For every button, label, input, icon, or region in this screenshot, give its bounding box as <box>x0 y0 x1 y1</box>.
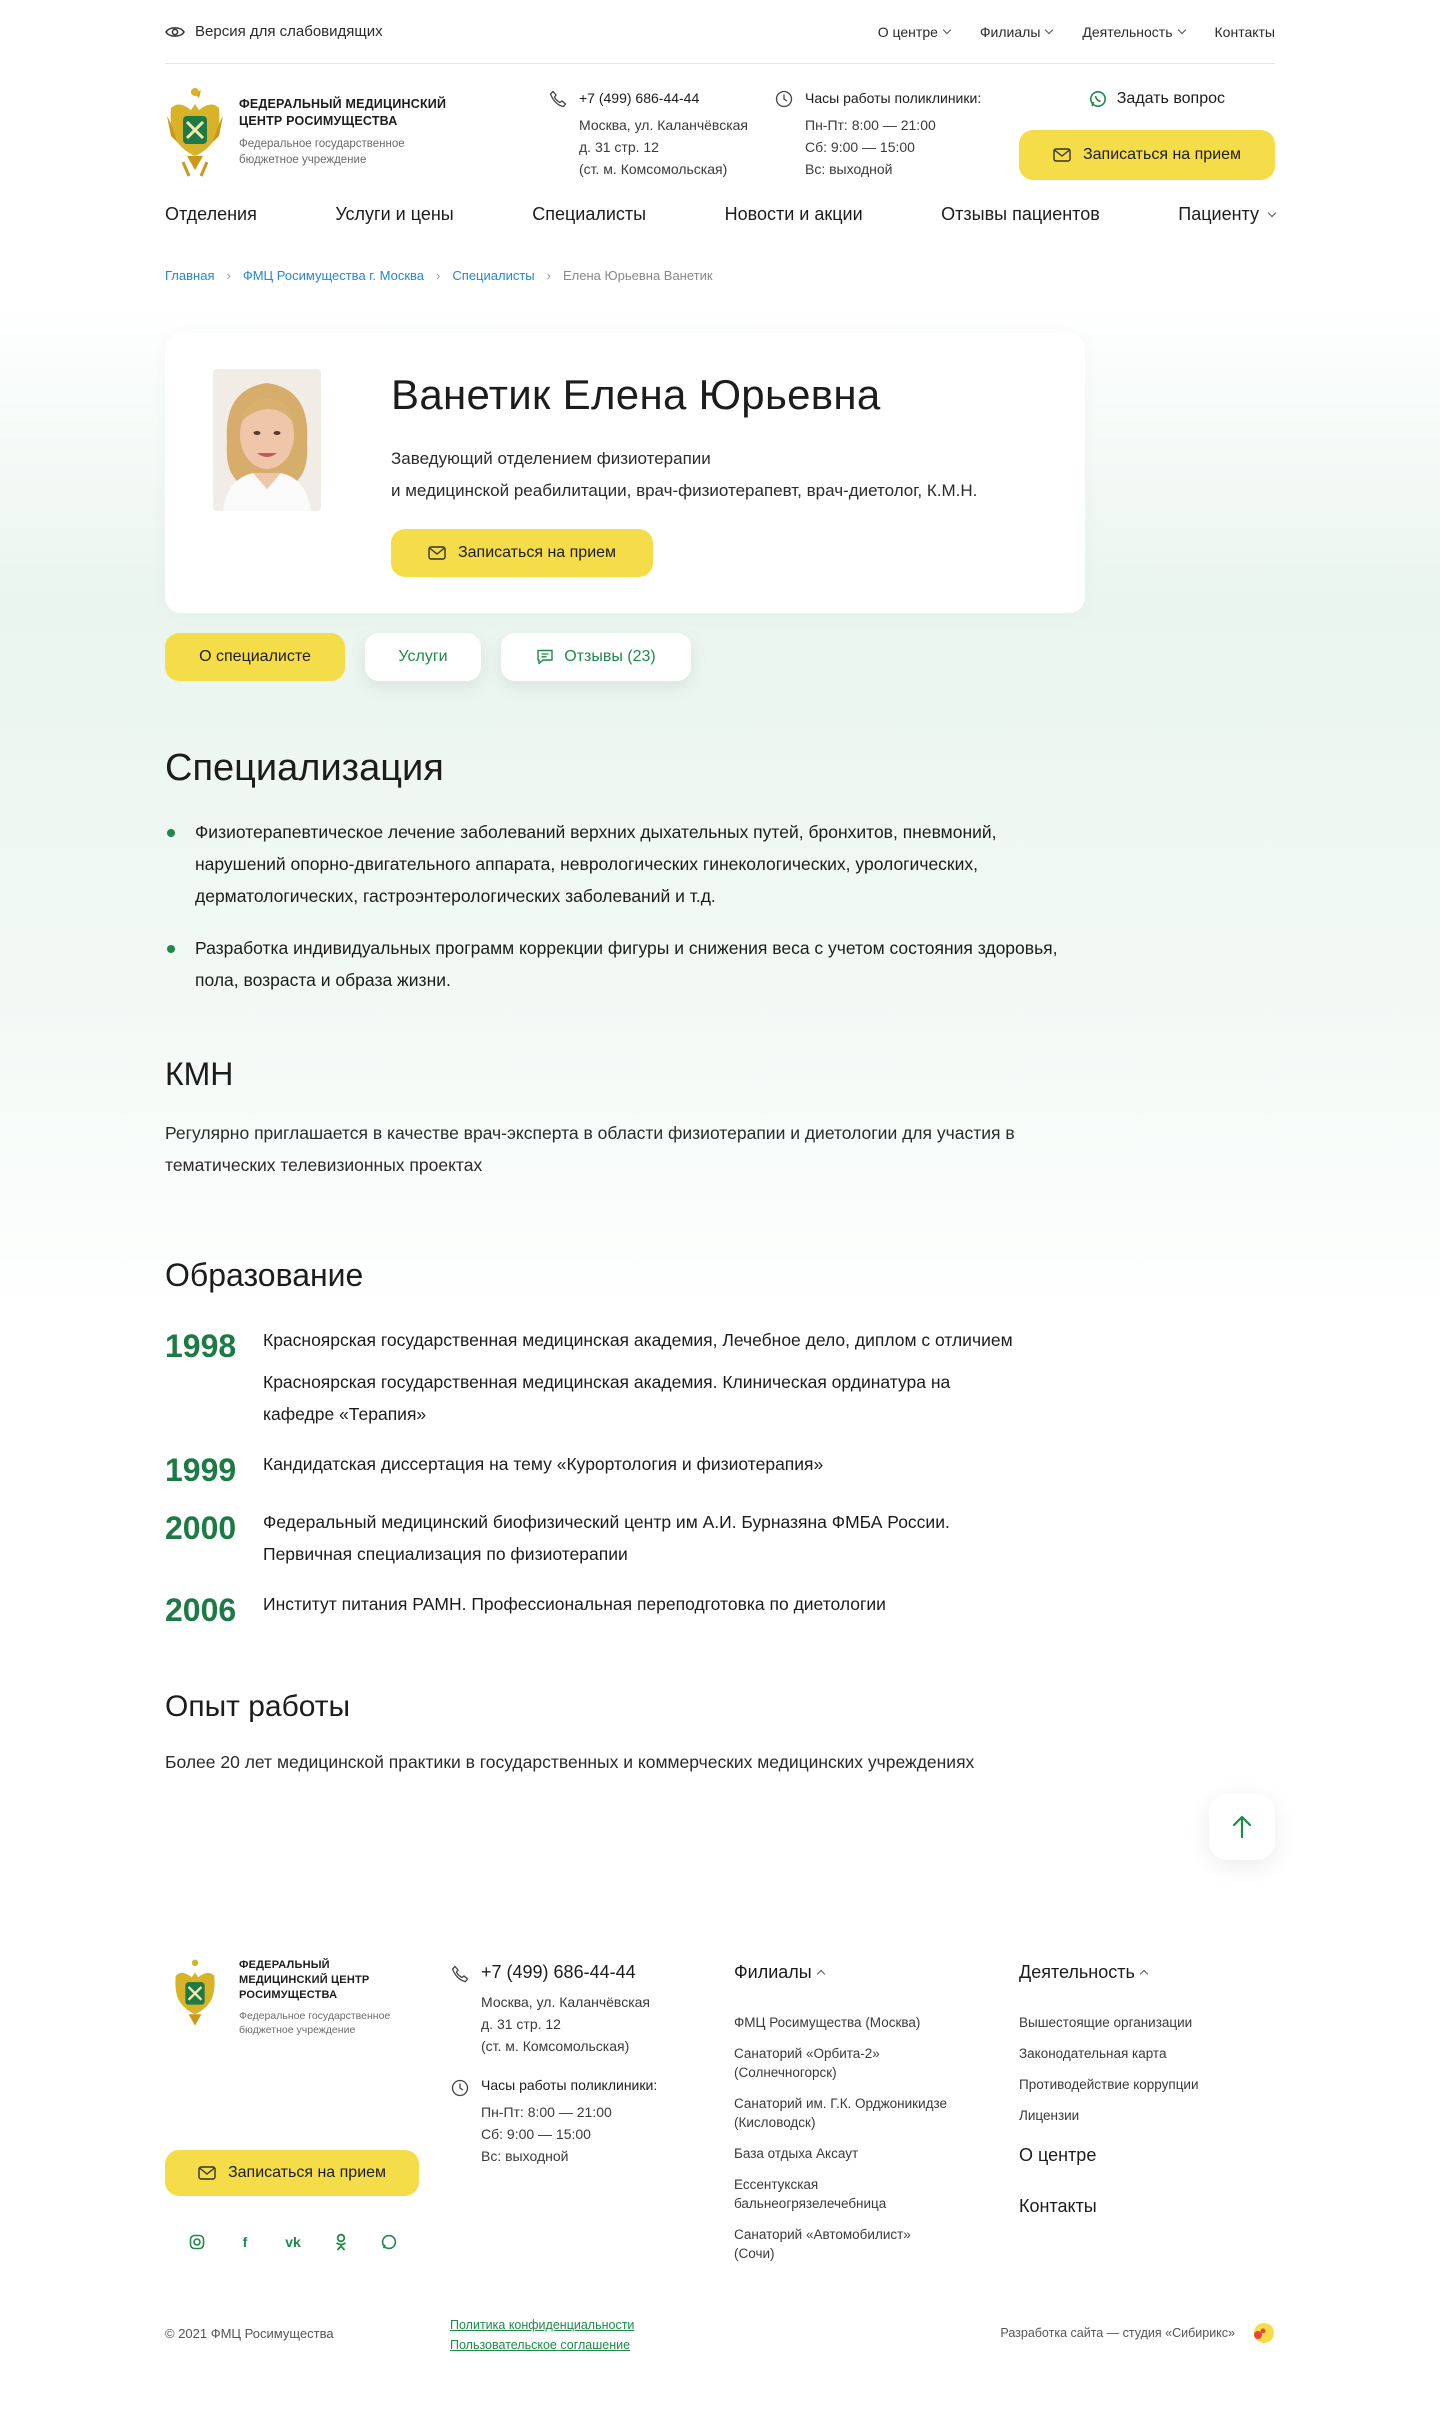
footer-book-label: Записаться на прием <box>227 2164 387 2181</box>
logo[interactable] <box>165 86 549 178</box>
nav-news[interactable]: Новости и акции <box>724 204 863 224</box>
breadcrumb-separator: › <box>226 268 231 283</box>
header-address-line: Москва, ул. Каланчёвская <box>579 117 749 133</box>
education-year: 1999 <box>165 1452 237 1488</box>
footer-branch-link[interactable]: База отдыха Аксаут <box>734 2146 859 2161</box>
book-appointment-button[interactable] <box>1019 130 1275 180</box>
doctor-position-line: и медицинской реабилитации, врач-физиотерапевт, врач-диетолог, К.М.Н. <box>391 481 978 500</box>
footer-bottom <box>165 2318 1275 2352</box>
header <box>165 64 1275 204</box>
chevron-down-icon <box>1268 209 1276 217</box>
social-links <box>187 2232 399 2252</box>
footer-hours-line: Вс: выходной <box>481 2148 569 2164</box>
education-year: 2000 <box>165 1510 237 1546</box>
footer <box>165 1956 1275 2376</box>
topnav-branches[interactable] <box>980 24 1052 40</box>
top-nav <box>878 24 1275 40</box>
mail-icon <box>1053 148 1071 162</box>
topnav-activity-label: Деятельность <box>1082 23 1173 40</box>
footer-activity-title: Деятельность <box>1019 1962 1135 1982</box>
footer-branches <box>734 1962 964 2275</box>
nav-services[interactable]: Услуги и цены <box>335 204 454 224</box>
header-address-line: (ст. м. Комсомольская) <box>579 161 728 177</box>
developer-credit[interactable] <box>1000 2322 1275 2344</box>
doctor-position <box>391 443 977 507</box>
tab-about[interactable]: О специалисте <box>165 633 345 681</box>
specialization-title: Специализация <box>165 747 444 789</box>
footer-phone[interactable]: +7 (499) 686-44-44 <box>481 1962 636 1982</box>
instagram-icon[interactable] <box>187 2232 207 2252</box>
footer-branch-link[interactable]: Санаторий «Орбита-2» (Солнечногорск) <box>734 2046 880 2080</box>
nav-reviews[interactable]: Отзывы пациентов <box>941 204 1100 224</box>
breadcrumb-current: Елена Юрьевна Ванетик <box>562 268 713 283</box>
doctor-tabs <box>165 633 1275 681</box>
footer-activity-link[interactable]: Противодействие коррупции <box>1019 2077 1199 2092</box>
header-contact <box>549 86 775 180</box>
topnav-about[interactable] <box>878 24 950 40</box>
list-item: Физиотерапевтическое лечение заболеваний верхних дыхательных путей, бронхитов, пневмоний, нарушений опорно-двигательного аппарата, неврологических гинекологических, урологических, дерматологических, гастроэнтерологических заболеваний и т.д. <box>165 816 1085 912</box>
footer-book-button[interactable] <box>165 2150 419 2196</box>
doctor-photo <box>213 369 321 511</box>
doctor-portrait-image <box>213 369 321 511</box>
ask-question-label: Задать вопрос <box>1116 90 1225 107</box>
footer-hours-title: Часы работы поликлиники: <box>481 2077 658 2093</box>
hours-line: Пн-Пт: 8:00 — 21:00 <box>805 117 936 133</box>
breadcrumb-separator: › <box>546 268 551 283</box>
footer-hours-line: Сб: 9:00 — 15:00 <box>481 2126 591 2142</box>
footer-address-line: (ст. м. Комсомольская) <box>481 2038 630 2054</box>
hours-title: Часы работы поликлиники: <box>805 90 982 106</box>
education-row <box>165 1324 1275 1430</box>
developer-label: Разработка сайта — студия «Сибирикс» <box>1000 2326 1235 2340</box>
footer-activity-link[interactable]: Вышестоящие организации <box>1019 2015 1193 2030</box>
vision-label: Версия для слабовидящих <box>195 23 383 40</box>
topnav-branches-label: Филиалы <box>979 23 1041 40</box>
emblem-icon <box>165 1958 225 2032</box>
whatsapp-icon <box>1089 90 1107 108</box>
tab-services[interactable]: Услуги <box>365 633 481 681</box>
nav-patient[interactable] <box>1178 204 1275 225</box>
education-list <box>165 1324 1275 1628</box>
user-agreement-link[interactable]: Пользовательское соглашение <box>450 2338 631 2352</box>
vk-icon[interactable]: vk <box>285 2234 301 2250</box>
clock-icon <box>451 2079 469 2097</box>
kmn-title: КМН <box>165 1056 234 1092</box>
nav-specialists[interactable]: Специалисты <box>532 204 647 224</box>
education-item: Федеральный медицинский биофизический центр им А.И. Бурназяна ФМБА России. Первичная специализация по физиотерапии <box>263 1512 950 1564</box>
phone-icon <box>451 1965 469 1983</box>
header-phone[interactable]: +7 (499) 686-44-44 <box>579 90 700 106</box>
footer-activity <box>1019 1962 1275 2217</box>
ask-question-link[interactable] <box>1089 90 1225 108</box>
footer-logo[interactable] <box>165 1958 419 2037</box>
education-year: 2006 <box>165 1592 237 1628</box>
arrow-up-icon <box>1232 1815 1252 1839</box>
phone-icon <box>549 90 567 108</box>
chevron-down-icon <box>1177 26 1185 34</box>
footer-contact <box>451 1962 657 2167</box>
main-nav <box>165 204 1275 248</box>
breadcrumb-separator: › <box>436 268 441 283</box>
education-row <box>165 1506 1275 1570</box>
footer-branch-link[interactable]: Санаторий «Автомобилист» (Сочи) <box>734 2227 911 2261</box>
sibirix-logo-icon <box>1249 2322 1275 2344</box>
breadcrumb-home[interactable]: Главная <box>165 268 215 283</box>
footer-activity-toggle[interactable] <box>1019 1962 1147 1983</box>
footer-branches-title: Филиалы <box>734 1962 812 1982</box>
logo-subtitle: Федеральное государственное бюджетное учреждение <box>239 138 405 166</box>
doctor-position-line: Заведующий отделением физиотерапии <box>391 449 711 468</box>
specialization-list <box>165 816 1275 996</box>
list-item: Разработка индивидуальных программ коррекции фигуры и снижения веса с учетом состояния здоровья, пола, возраста и образа жизни. <box>165 932 1085 996</box>
footer-branch-link[interactable]: Санаторий им. Г.К. Орджоникидзе (Кисловодск) <box>734 2096 948 2130</box>
top-bar <box>165 0 1275 64</box>
chevron-down-icon <box>943 26 951 34</box>
comment-icon <box>536 649 554 665</box>
chevron-up-icon <box>817 1970 825 1978</box>
footer-branches-toggle[interactable] <box>734 1962 824 1983</box>
logo-title: ФЕДЕРАЛЬНЫЙ МЕДИЦИНСКИЙ ЦЕНТР РОСИМУЩЕСТВА <box>239 97 447 128</box>
vision-toggle[interactable] <box>165 23 383 40</box>
scroll-top-button[interactable] <box>1209 1794 1275 1860</box>
experience-title: Опыт работы <box>165 1690 351 1723</box>
book-appointment-label: Записаться на прием <box>1082 146 1242 163</box>
education-title: Образование <box>165 1257 364 1293</box>
footer-activity-link[interactable]: Лицензии <box>1019 2108 1080 2123</box>
breadcrumb-center[interactable]: ФМЦ Росимущества г. Москва <box>242 268 425 283</box>
education-item: Красноярская государственная медицинская академия. Клиническая ординатура на кафедре «Терапия» <box>263 1372 951 1424</box>
education-item: Институт питания РАМН. Профессиональная переподготовка по диетологии <box>263 1594 886 1614</box>
footer-address-line: Москва, ул. Каланчёвская <box>481 1994 651 2010</box>
education-row <box>165 1588 1275 1628</box>
clock-icon <box>775 90 793 108</box>
copyright: © 2021 ФМЦ Росимущества <box>165 2326 334 2341</box>
nav-departments[interactable]: Отделения <box>165 204 257 224</box>
breadcrumb-specialists[interactable]: Специалисты <box>452 268 535 283</box>
footer-activity-link[interactable]: Законодательная карта <box>1019 2046 1167 2061</box>
odnoklassniki-icon[interactable] <box>331 2232 351 2252</box>
doctor-book-label: Записаться на прием <box>457 544 617 561</box>
topnav-contacts[interactable]: Контакты <box>1214 23 1275 40</box>
privacy-policy-link[interactable]: Политика конфиденциальности <box>450 2318 635 2332</box>
header-hours <box>775 86 1015 180</box>
mail-icon <box>198 2166 216 2180</box>
doctor-name: Ванетик Елена Юрьевна <box>391 371 881 418</box>
footer-hours-line: Пн-Пт: 8:00 — 21:00 <box>481 2104 612 2120</box>
tab-reviews-label: Отзывы (23) <box>564 648 656 665</box>
education-year: 1998 <box>165 1328 237 1364</box>
tab-reviews[interactable] <box>501 633 691 681</box>
footer-branch-link[interactable]: Ессентукская бальнеогрязелечебница <box>734 2177 887 2211</box>
header-address-line: д. 31 стр. 12 <box>579 139 659 155</box>
education-item: Кандидатская диссертация на тему «Курортология и физиотерапия» <box>263 1454 824 1474</box>
emblem-icon <box>165 86 225 178</box>
education-item: Красноярская государственная медицинская академия, Лечебное дело, диплом с отличием <box>263 1330 1013 1350</box>
topnav-about-label: О центре <box>877 23 938 40</box>
hours-line: Вс: выходной <box>805 161 893 177</box>
footer-about-link[interactable]: О центре <box>1019 2145 1097 2165</box>
kmn-text: Регулярно приглашается в качестве врач-эксперта в области физиотерапии и диетологии для участия в тематических телевизионных проектах <box>165 1123 1015 1175</box>
chevron-down-icon <box>1045 26 1053 34</box>
doctor-card <box>165 333 1085 613</box>
footer-branch-link[interactable]: ФМЦ Росимущества (Москва) <box>734 2015 921 2030</box>
chevron-up-icon <box>1140 1970 1148 1978</box>
topnav-activity[interactable] <box>1082 24 1184 40</box>
footer-address-line: д. 31 стр. 12 <box>481 2016 561 2032</box>
footer-logo-subtitle: Федеральное государственное бюджетное учреждение <box>239 2010 391 2036</box>
doctor-book-button[interactable] <box>391 529 653 577</box>
footer-logo-title: ФЕДЕРАЛЬНЫЙ МЕДИЦИНСКИЙ ЦЕНТР РОСИМУЩЕСТВА <box>239 1959 370 2001</box>
nav-patient-label: Пациенту <box>1178 204 1259 224</box>
mail-icon <box>428 546 446 560</box>
experience-text: Более 20 лет медицинской практики в государственных и коммерческих медицинских учреждениях <box>165 1752 975 1772</box>
hours-line: Сб: 9:00 — 15:00 <box>805 139 915 155</box>
footer-contacts-link[interactable]: Контакты <box>1019 2196 1097 2216</box>
whatsapp-icon[interactable] <box>379 2232 399 2252</box>
eye-icon <box>165 25 185 39</box>
education-row <box>165 1448 1275 1488</box>
breadcrumb <box>165 268 1275 283</box>
facebook-icon[interactable]: f <box>242 2234 248 2250</box>
